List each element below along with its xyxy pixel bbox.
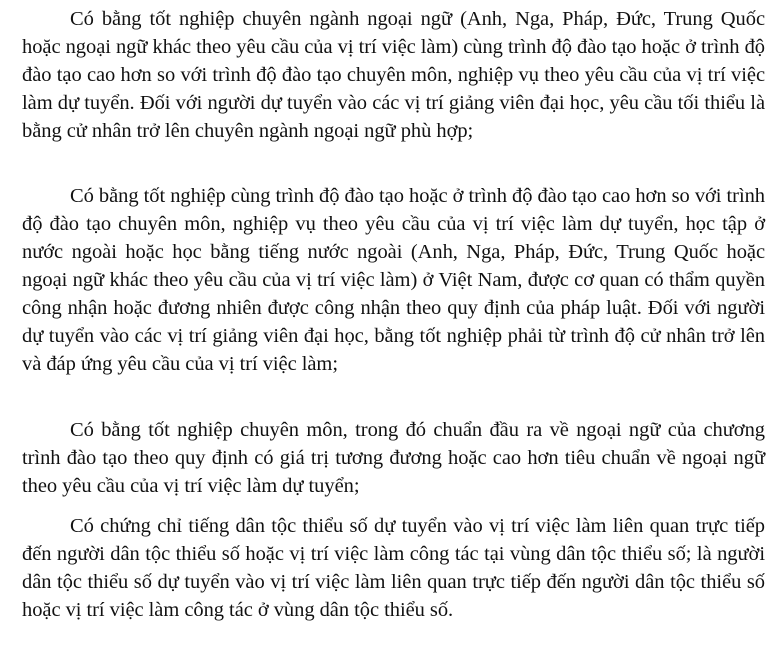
paragraph-foreign-study-degree: Có bằng tốt nghiệp cùng trình độ đào tạo hoặc ở trình độ đào tạo cao hơn so với trình độ đào tạo chuyên môn, nghiệp vụ theo yêu cầu của vị trí việc làm dự tuyển, học tập ở nước ngoài hoặc học bằng tiếng nước ngoài (Anh, Nga, Pháp, Đức, Trung Quốc hoặc ngoại ngữ khác theo yêu cầu của vị trí việc làm) ở Việt Nam, được cơ quan có thẩm quyền công nhận hoặc đương nhiên được công nhận theo quy định của pháp luật. Đối với người dự tuyển vào các vị trí giảng viên đại học, bằng tốt nghiệp phải từ trình độ cử nhân trở lên và đáp ứng yêu cầu của vị trí việc làm; [22, 185, 765, 375]
paragraph-professional-degree: Có bằng tốt nghiệp chuyên môn, trong đó chuẩn đầu ra về ngoại ngữ của chương trình đào tạo theo quy định có giá trị tương đương hoặc cao hơn tiêu chuẩn về ngoại ngữ theo yêu cầu của vị trí việc làm dự tuyển; [22, 419, 765, 497]
paragraph-foreign-language-degree: Có bằng tốt nghiệp chuyên ngành ngoại ngữ (Anh, Nga, Pháp, Đức, Trung Quốc hoặc ngoại ngữ khác theo yêu cầu của vị trí việc làm) cùng trình độ đào tạo hoặc ở trình độ đào tạo cao hơn so với trình độ đào tạo chuyên môn, nghiệp vụ theo yêu cầu của vị trí việc làm dự tuyển. Đối với người dự tuyển vào các vị trí giảng viên đại học, yêu cầu tối thiểu là bằng cử nhân trở lên chuyên ngành ngoại ngữ phù hợp; [22, 8, 765, 142]
paragraph-ethnic-language-certificate: Có chứng chỉ tiếng dân tộc thiểu số dự tuyển vào vị trí việc làm liên quan trực tiếp đến người dân tộc thiểu số hoặc vị trí việc làm công tác tại vùng dân tộc thiểu số; là người dân tộc thiểu số dự tuyển vào vị trí việc làm liên quan trực tiếp đến người dân tộc thiểu số hoặc vị trí việc làm công tác ở vùng dân tộc thiểu số. [22, 515, 765, 621]
